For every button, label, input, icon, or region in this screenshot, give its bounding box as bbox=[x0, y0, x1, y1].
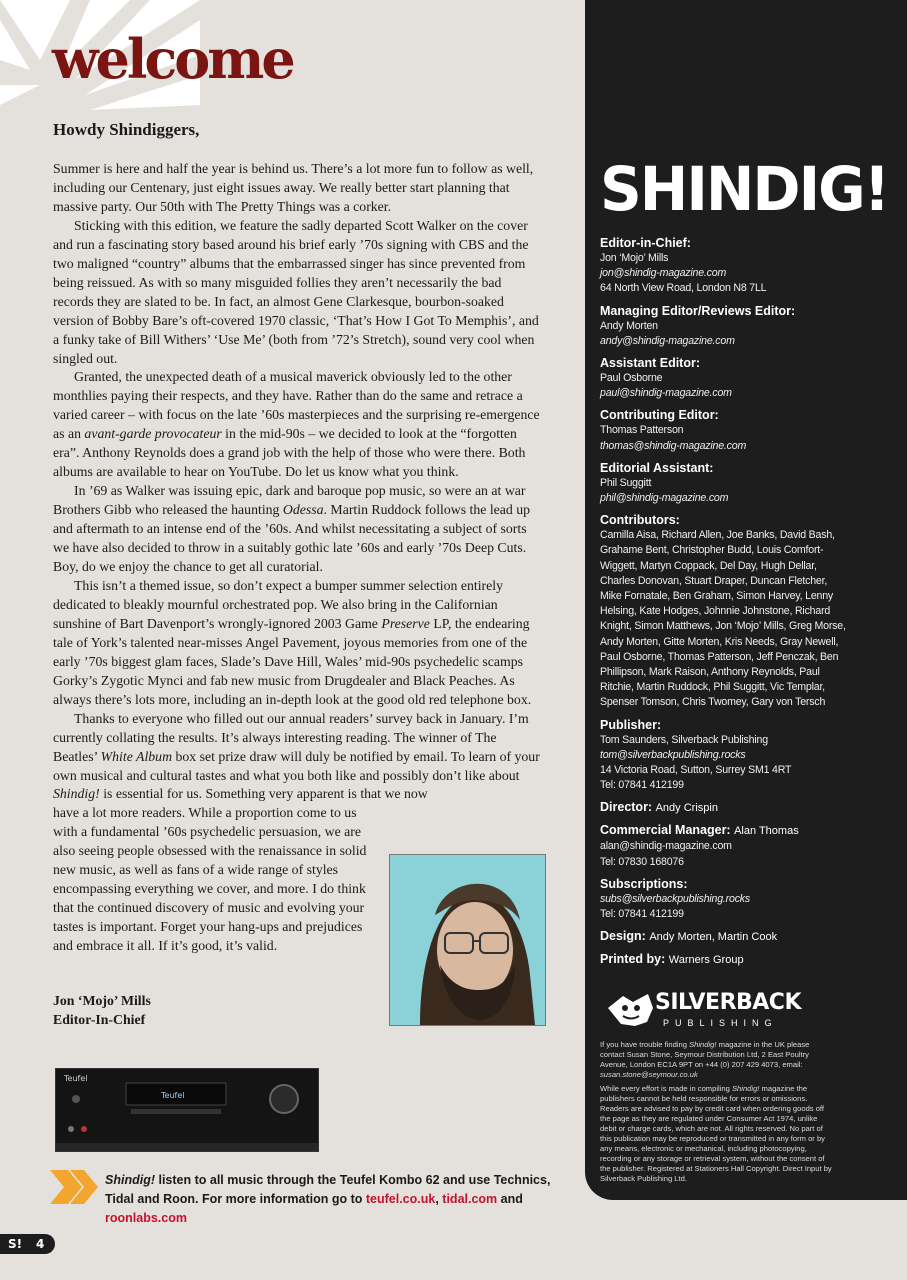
masthead-section bbox=[600, 236, 896, 297]
paragraph: Granted, the unexpected death of a musical maverick obviously led to the other monthlies paying their respects, and they have. Rather than do the same and retrace a varied career – with focus on the late ’60s masterpieces and the surprising re-emergence as an avant-garde provocateur in the mid-90s – we decided to look at the “forgotten era”. Anthony Reynolds does a grand job with the help of those who were there. Both albums are available to hear on YouTube. Do let us know what you think. bbox=[53, 369, 540, 480]
amp-display: Teufel bbox=[161, 1091, 185, 1100]
masthead-line: Knight, Simon Matthews, Jon ‘Mojo’ Mills, Greg Morse, bbox=[600, 620, 846, 633]
disclaimer: While every effort is made in compiling Shindig! magazine the publishers cannot be held responsible for errors or omissions. Readers are advised to pay by credit card when ordering goods off the page as they are regulated under Consumer Act 1974, unlike debit or charge cards, which are not. All rights reserved. No part of this publication may be reproduced or transmitted in any form or by any means, electronic or mechanical, including photocopying, recording or any storage or retrieval system, without the consent of the publisher. Registered at Stationers Hall Copyright. Direct Input by Silverback Publishing Ltd. bbox=[600, 1084, 832, 1183]
masthead-line: Andy Morten bbox=[600, 319, 658, 332]
masthead-line: Spenser Tomson, Chris Twomey, Gary von Tersch bbox=[600, 696, 826, 709]
masthead-line: Wiggett, Martyn Coppack, Del Day, Hugh Dellar, bbox=[600, 559, 817, 572]
silverback-logo-sub: PUBLISHING bbox=[663, 1018, 778, 1028]
masthead-line: 14 Victoria Road, Sutton, Surrey SM1 4RT bbox=[600, 764, 792, 777]
masthead-line: Phil Suggitt bbox=[600, 476, 652, 489]
masthead-line: paul@shindig-magazine.com bbox=[600, 387, 732, 400]
masthead-line: Jon ‘Mojo’ Mills bbox=[600, 252, 669, 264]
teufel-ad-text: Shindig! listen to all music through the Teufel Kombo 62 and use Technics, Tidal and Roon. For more information go to teufel.co.uk, tidal.com and roonlabs.com bbox=[105, 1173, 551, 1225]
masthead-line: Phillipson, Mark Raison, Anthony Reynolds, Paul bbox=[600, 666, 820, 679]
teufel-link[interactable]: teufel.co.uk bbox=[365, 1192, 436, 1206]
masthead-section bbox=[600, 952, 896, 968]
distribution-notice: If you have trouble finding Shindig! magazine in the UK please contact Susan Stone, Seymour Distribution Ltd, 2 East Poultry Avenue, London EC1A 9PT on +44 (0) 207 429 4073, email: susan.stone@seymour.co.uk bbox=[600, 1040, 810, 1079]
masthead-section bbox=[600, 823, 896, 869]
paragraph: have a lot more readers. While a proportion come to us with a fundamental ’60s psychedelic persuasion, we are also seeing people obsessed with the renaissance in solid new music, as well as fans of a wide range of styles encompassing everything we cover, and more. I do think that the continued discovery of music and evolving your tastes is important. Forget your hang-ups and prejudices and embrace it all. If it’s good, it’s valid. bbox=[53, 805, 367, 954]
masthead-heading: Design: Andy Morten, Martin Cook bbox=[600, 929, 778, 944]
masthead-line: thomas@shindig-magazine.com bbox=[600, 439, 747, 452]
masthead-heading: Managing Editor/Reviews Editor: bbox=[600, 303, 796, 318]
signoff-title: Editor-In-Chief bbox=[53, 1011, 146, 1027]
masthead-line: Andy Morten, Gitte Morten, Kris Needs, Gray Newell, bbox=[600, 635, 839, 648]
masthead-line: Paul Osborne, Thomas Patterson, Jeff Penczak, Ben bbox=[600, 650, 839, 663]
shindig-mark: S! bbox=[8, 1237, 23, 1251]
masthead-line: Tel: 07830 168076 bbox=[600, 855, 684, 868]
masthead-line: Camilla Aisa, Richard Allen, Joe Banks, David Bash, bbox=[600, 529, 835, 542]
teufel-brand: Teufel bbox=[64, 1074, 88, 1083]
masthead-heading: Assistant Editor: bbox=[600, 356, 701, 371]
page-number: 4 bbox=[36, 1237, 45, 1251]
masthead-heading: Editor-in-Chief: bbox=[600, 236, 691, 250]
paragraph: Summer is here and half the year is behind us. There’s a lot more fun to follow as well, including our Centenary, just eight issues away. We really better start planning that massive party. Our 50th with The Pretty Things was a corker. bbox=[53, 161, 534, 214]
masthead-line: Tel: 07841 412199 bbox=[600, 779, 684, 792]
masthead-section bbox=[600, 718, 896, 794]
masthead-section bbox=[600, 356, 896, 401]
paragraph: Sticking with this edition, we feature the sadly departed Scott Walker on the cover and run a fascinating story based around his brief early ’70s signing with CBS and the two maligned “country” albums that the embarrassed singer has since prevented from being reissued. As with so many misguided follies they aren’t necessarily the bad records they are slated to be. In fact, an almost Gene Clarkesque, bourbon-soaked version of Bobby Bare’s oft-covered 1970 classic, ‘That’s How I Got To Memphis’, and a funky take of Bill Withers’ ‘Use Me’ (both from ’72’s Stretch), sound very cool when singled out. bbox=[53, 217, 539, 366]
masthead-line: Charles Donovan, Stuart Draper, Duncan Fletcher, bbox=[600, 574, 828, 587]
masthead-sidebar bbox=[585, 0, 907, 1200]
masthead-heading: Printed by: Warners Group bbox=[600, 952, 744, 967]
masthead-line: Helsing, Kate Hodges, Johnnie Johnstone, Richard bbox=[600, 605, 831, 618]
masthead-line: 64 North View Road, London N8 7LL bbox=[600, 282, 767, 295]
masthead-section bbox=[600, 408, 896, 453]
masthead-line: Paul Osborne bbox=[600, 372, 663, 385]
signoff bbox=[53, 992, 151, 1029]
masthead-line: Grahame Bent, Christopher Budd, Louis Comfort- bbox=[600, 544, 824, 557]
masthead-heading: Editorial Assistant: bbox=[600, 460, 714, 475]
masthead-heading: Subscriptions: bbox=[600, 876, 688, 891]
page-title: welcome bbox=[52, 27, 293, 91]
paragraph: This isn’t a themed issue, so don’t expect a bumper summer selection entirely dedicated to bleakly mournful orchestrated pop. We also bring in the Californian sunshine of Bart Davenport’s wrongly-ignored 2003 Game Preserve LP, the endearing tale of York’s talented near-misses Angel Pavement, joyous memories from one of the early ’70s biggest glam faces, Slade’s Dave Hill, Wales’ mid-90s psychedelic scamps Gorky’s Zygotic Mynci and fab new music from Drugdealer and Black Peaches. As always there’s lots more, including an in-depth look at the good old red telephone box. bbox=[53, 577, 532, 707]
signoff-name: Jon ‘Mojo’ Mills bbox=[53, 993, 151, 1008]
paragraph: In ’69 as Walker was issuing epic, dark and baroque pop music, so were an at war Brothers Gibb who released the haunting Odessa. Martin Ruddock follows the lead up and aftermath to an intense end of the ’60s. And whilst necessitating a subject of sorts we have also decided to throw in a suitably gothic late ’60s and early ’70s Deep Cuts. Boy, do we enjoy the chance to get all curatorial. bbox=[53, 483, 531, 575]
masthead-line: subs@silverbackpublishing.rocks bbox=[600, 892, 750, 905]
teufel-amplifier-image bbox=[55, 1068, 319, 1152]
silverback-logo: SILVERBACK bbox=[655, 990, 802, 1015]
masthead-heading: Contributors: bbox=[600, 513, 680, 528]
legal-notice bbox=[600, 1040, 835, 1188]
greeting: Howdy Shindiggers, bbox=[53, 120, 200, 139]
masthead-line: andy@shindig-magazine.com bbox=[600, 334, 735, 347]
masthead-line: tom@silverbackpublishing.rocks bbox=[600, 748, 746, 761]
masthead-heading: Publisher: bbox=[600, 717, 662, 732]
masthead-line: Thomas Patterson bbox=[600, 424, 684, 437]
paragraph: Thanks to everyone who filled out our annual readers’ survey back in January. I’m currently collating the results. It’s always interesting reading. The winner of The Beatles’ White Album box set prize draw will duly be notified by email. To learn of your own musical and cultural tastes and what you both like and possibly don’t like about Shindig! is essential for us. Something very apparent is that we now bbox=[53, 710, 540, 802]
masthead-section bbox=[600, 800, 896, 816]
roonlabs-link[interactable]: roonlabs.com bbox=[105, 1211, 187, 1225]
masthead-line: alan@shindig-magazine.com bbox=[600, 840, 732, 853]
masthead-line: Mike Fornatale, Ben Graham, Simon Harvey, Lenny bbox=[600, 590, 833, 603]
masthead-heading: Commercial Manager: Alan Thomas bbox=[600, 823, 799, 838]
masthead-heading: Director: Andy Crispin bbox=[600, 800, 718, 815]
masthead-section bbox=[600, 461, 896, 506]
masthead-credits bbox=[600, 236, 896, 975]
masthead-section bbox=[600, 304, 896, 349]
shindig-logo: SHINDIG! bbox=[600, 153, 889, 225]
masthead-line: jon@shindig-magazine.com bbox=[600, 267, 727, 280]
masthead-section bbox=[600, 513, 896, 710]
tidal-link[interactable]: tidal.com bbox=[442, 1192, 498, 1206]
masthead-line: Tel: 07841 412199 bbox=[600, 908, 684, 921]
page-folio bbox=[0, 1234, 55, 1254]
masthead-line: phil@shindig-magazine.com bbox=[600, 492, 729, 505]
masthead-section bbox=[600, 929, 896, 945]
masthead-section bbox=[600, 877, 896, 922]
masthead-heading: Contributing Editor: bbox=[600, 408, 719, 423]
editorial-body bbox=[53, 160, 543, 956]
masthead-line: Tom Saunders, Silverback Publishing bbox=[600, 733, 768, 746]
masthead-line: Ritchie, Martin Ruddock, Phil Suggitt, Vic Templar, bbox=[600, 681, 825, 694]
editor-photo bbox=[389, 854, 546, 1026]
chevron-arrow-icon bbox=[50, 1170, 100, 1204]
